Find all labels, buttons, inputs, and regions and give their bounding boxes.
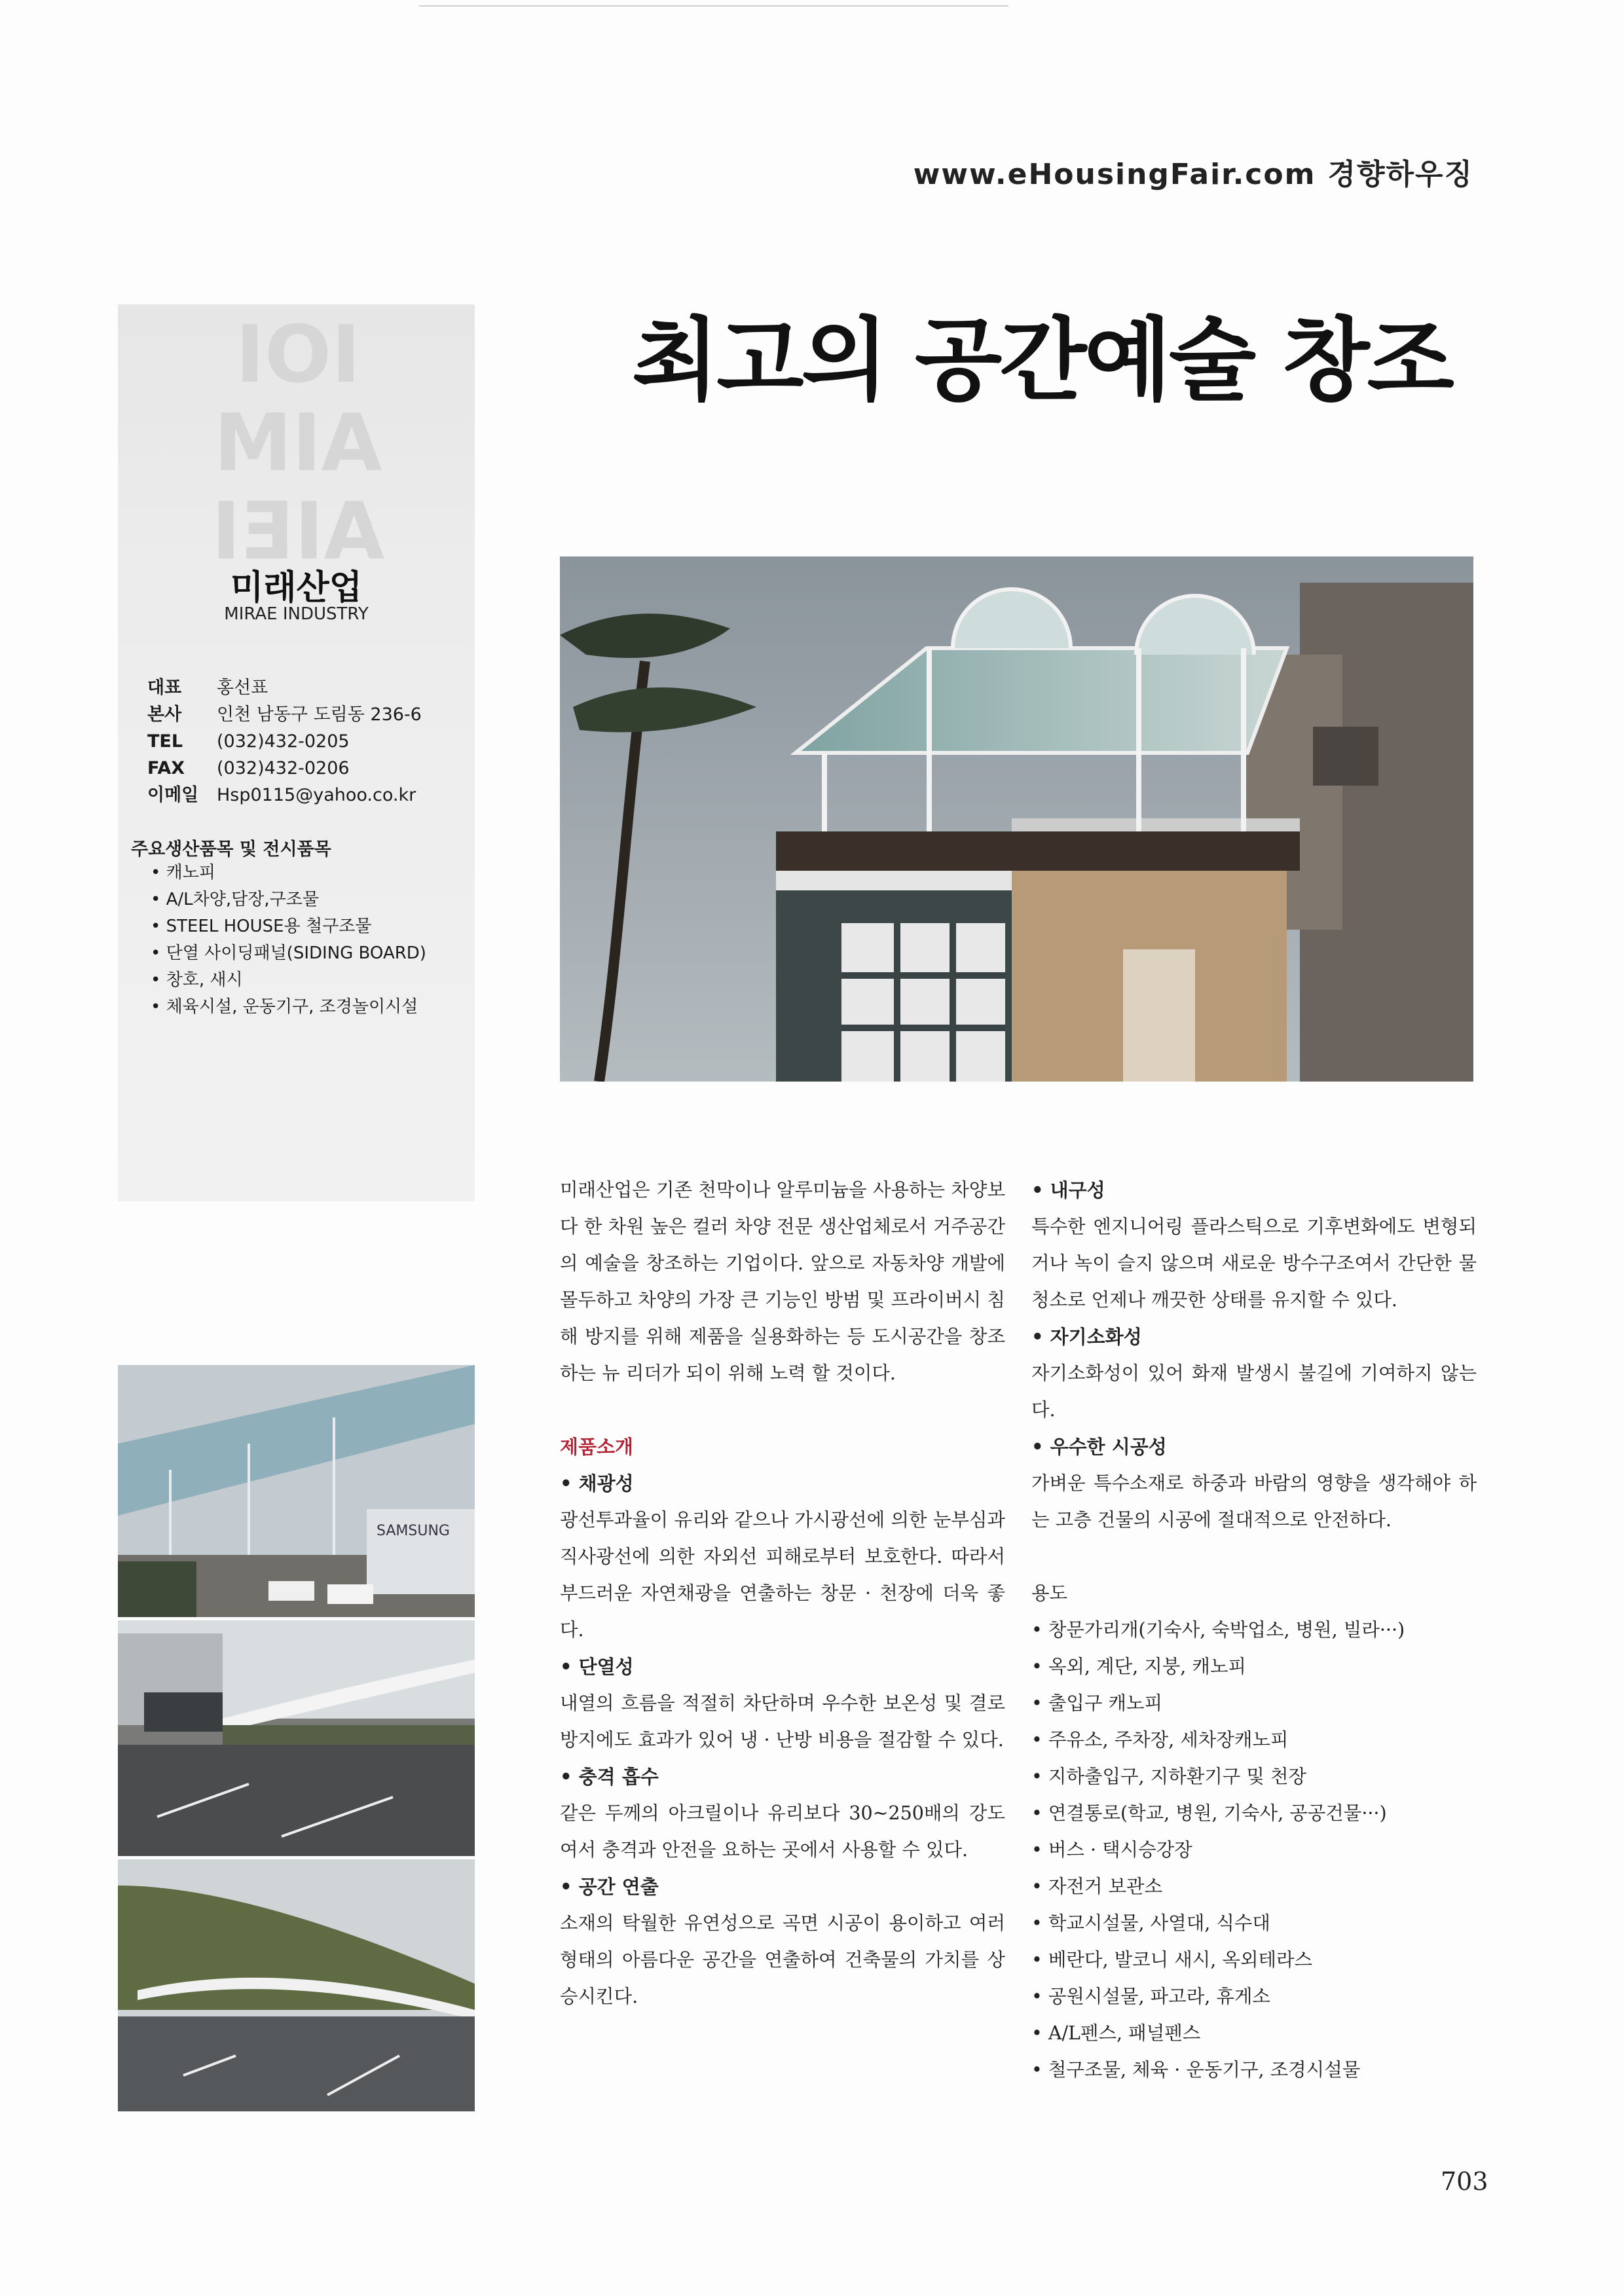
usage-title: 용도 xyxy=(1031,1582,1068,1604)
section-heading: 제품소개 xyxy=(560,1436,634,1458)
company-info xyxy=(147,674,422,809)
carport-photo-1-illustration xyxy=(118,1365,475,1617)
info-key: 이메일 xyxy=(147,785,199,805)
usage-item: • 공원시설물, 파고라, 휴게소 xyxy=(1031,1978,1477,2015)
info-row xyxy=(147,674,422,701)
usage-item: • 학교시설물, 사열대, 식수대 xyxy=(1031,1905,1477,1942)
feature-heading: • 공간 연출 xyxy=(560,1868,1005,1905)
feature-heading: • 채광성 xyxy=(560,1465,1005,1502)
feature-text: 소재의 탁월한 유연성으로 곡면 시공이 용이하고 여러 형태의 아름다운 공간을 연출하여 건축물의 가치를 상승시킨다. xyxy=(560,1912,1005,2007)
info-key: TEL xyxy=(147,731,183,752)
feature-heading: • 내구성 xyxy=(1031,1172,1477,1209)
usage-item: • 버스 · 택시승강장 xyxy=(1031,1832,1477,1868)
info-value: Hsp0115@yahoo.co.kr xyxy=(217,785,416,805)
carport-photo-2 xyxy=(118,1620,475,1856)
usage-item: • 베란다, 발코니 새시, 옥외테라스 xyxy=(1031,1942,1477,1978)
feature-text: 특수한 엔지니어링 플라스틱으로 기후변화에도 변형되거나 녹이 슬지 않으며 새로운 방수구조여서 간단한 물청소로 언제나 깨끗한 상태를 유지할 수 있다. xyxy=(1031,1216,1477,1311)
carport-photo-2-illustration xyxy=(118,1620,475,1856)
info-value: 홍선표 xyxy=(217,678,268,698)
company-name: 미래산업 xyxy=(231,568,362,608)
middle-column xyxy=(560,1172,1005,2015)
product-item: • A/L차양,담장,구조물 xyxy=(151,886,426,913)
product-item: • 캐노피 xyxy=(151,860,426,886)
page-number: 703 xyxy=(1441,2167,1488,2196)
info-value: 인천 남동구 도림동 236-6 xyxy=(217,704,422,725)
company-sidebar xyxy=(118,304,475,1201)
intro-paragraph: 미래산업은 기존 천막이나 알루미늄을 사용하는 차양보다 한 차원 높은 컬러 차양 전문 생산업체로서 거주공간의 예술을 창조하는 기업이다. 앞으로 자동차양 개발에 몰두하고 차양의 가장 큰 기능인 방범 및 프라이버시 침해 방지를 위해 제품을 실용화하는 등 도시공간을 창조하는 뉴 리더가 되이 위해 노력 할 것이다. xyxy=(560,1179,1005,1384)
main-photo xyxy=(560,556,1473,1082)
feature-text: 가벼운 특수소재로 하중과 바람의 영향을 생각해야 하는 고층 건물의 시공에 절대적으로 안전하다. xyxy=(1031,1472,1477,1531)
page-header xyxy=(913,151,1473,192)
usage-item: • 철구조물, 체육 · 운동기구, 조경시설물 xyxy=(1031,2052,1477,2088)
info-key: 본사 xyxy=(147,704,182,725)
info-value: (032)432-0205 xyxy=(217,731,350,752)
usage-item: • 옥외, 계단, 지붕, 캐노피 xyxy=(1031,1649,1477,1685)
info-row xyxy=(147,701,422,728)
product-item: • 창호, 새시 xyxy=(151,967,426,994)
info-row xyxy=(147,782,422,809)
feature-heading: • 우수한 시공성 xyxy=(1031,1429,1477,1465)
products-list xyxy=(151,860,426,1021)
carport-photo-3-illustration xyxy=(118,1859,475,2111)
product-item: • 단열 사이딩패널(SIDING BOARD) xyxy=(151,940,426,967)
product-item: • 체육시설, 운동기구, 조경놀이시설 xyxy=(151,994,426,1021)
header-brand: 경향하우징 xyxy=(1327,158,1473,191)
usage-item: • 연결통로(학교, 병원, 기숙사, 공공건물···) xyxy=(1031,1795,1477,1832)
carport-photo-3 xyxy=(118,1859,475,2111)
info-row xyxy=(147,755,422,782)
usage-item: • A/L펜스, 패널펜스 xyxy=(1031,2015,1477,2052)
product-item: • STEEL HOUSE용 철구조물 xyxy=(151,913,426,940)
info-row xyxy=(147,728,422,755)
info-key: FAX xyxy=(147,758,185,778)
watermark-decoration: IOI AIM AIEI xyxy=(211,310,385,577)
usage-item: • 창문가리개(기숙사, 숙박업소, 병원, 빌라···) xyxy=(1031,1612,1477,1649)
scan-edge-line xyxy=(419,5,1008,7)
samsung-sign-text: SAMSUNG xyxy=(377,1523,450,1539)
header-url: www.eHousingFair.com xyxy=(913,158,1316,191)
usage-item: • 자전거 보관소 xyxy=(1031,1868,1477,1905)
feature-text: 내열의 흐름을 적절히 차단하며 우수한 보온성 및 결로방지에도 효과가 있어 냉 · 난방 비용을 절감할 수 있다. xyxy=(560,1692,1005,1751)
company-name-en: MIRAE INDUSTRY xyxy=(224,604,369,624)
right-column xyxy=(1031,1172,1477,2088)
feature-text: 광선투과율이 유리와 같으나 가시광선에 의한 눈부심과 직사광선에 의한 자외선 피해로부터 보호한다. 따라서 부드러운 자연채광을 연출하는 창문 · 천장에 더욱 좋다. xyxy=(560,1509,1005,1641)
usage-item: • 출입구 캐노피 xyxy=(1031,1685,1477,1722)
carport-photo-1 xyxy=(118,1365,475,1617)
info-value: (032)432-0206 xyxy=(217,758,350,778)
usage-item: • 주유소, 주차장, 세차장캐노피 xyxy=(1031,1722,1477,1758)
feature-text: 같은 두께의 아크릴이나 유리보다 30~250배의 강도여서 충격과 안전을 요하는 곳에서 사용할 수 있다. xyxy=(560,1802,1005,1861)
feature-heading: • 자기소화성 xyxy=(1031,1319,1477,1355)
feature-heading: • 충격 흡수 xyxy=(560,1758,1005,1795)
page-title: 최고의 공간예술 창조 xyxy=(632,308,1452,413)
feature-heading: • 단열성 xyxy=(560,1649,1005,1685)
products-title: 주요생산품목 및 전시품목 xyxy=(131,839,331,860)
usage-item: • 지하출입구, 지하환기구 및 천장 xyxy=(1031,1758,1477,1795)
info-key: 대표 xyxy=(147,678,182,698)
feature-text: 자기소화성이 있어 화재 발생시 불길에 기여하지 않는다. xyxy=(1031,1362,1477,1421)
main-photo-illustration xyxy=(560,556,1473,1082)
